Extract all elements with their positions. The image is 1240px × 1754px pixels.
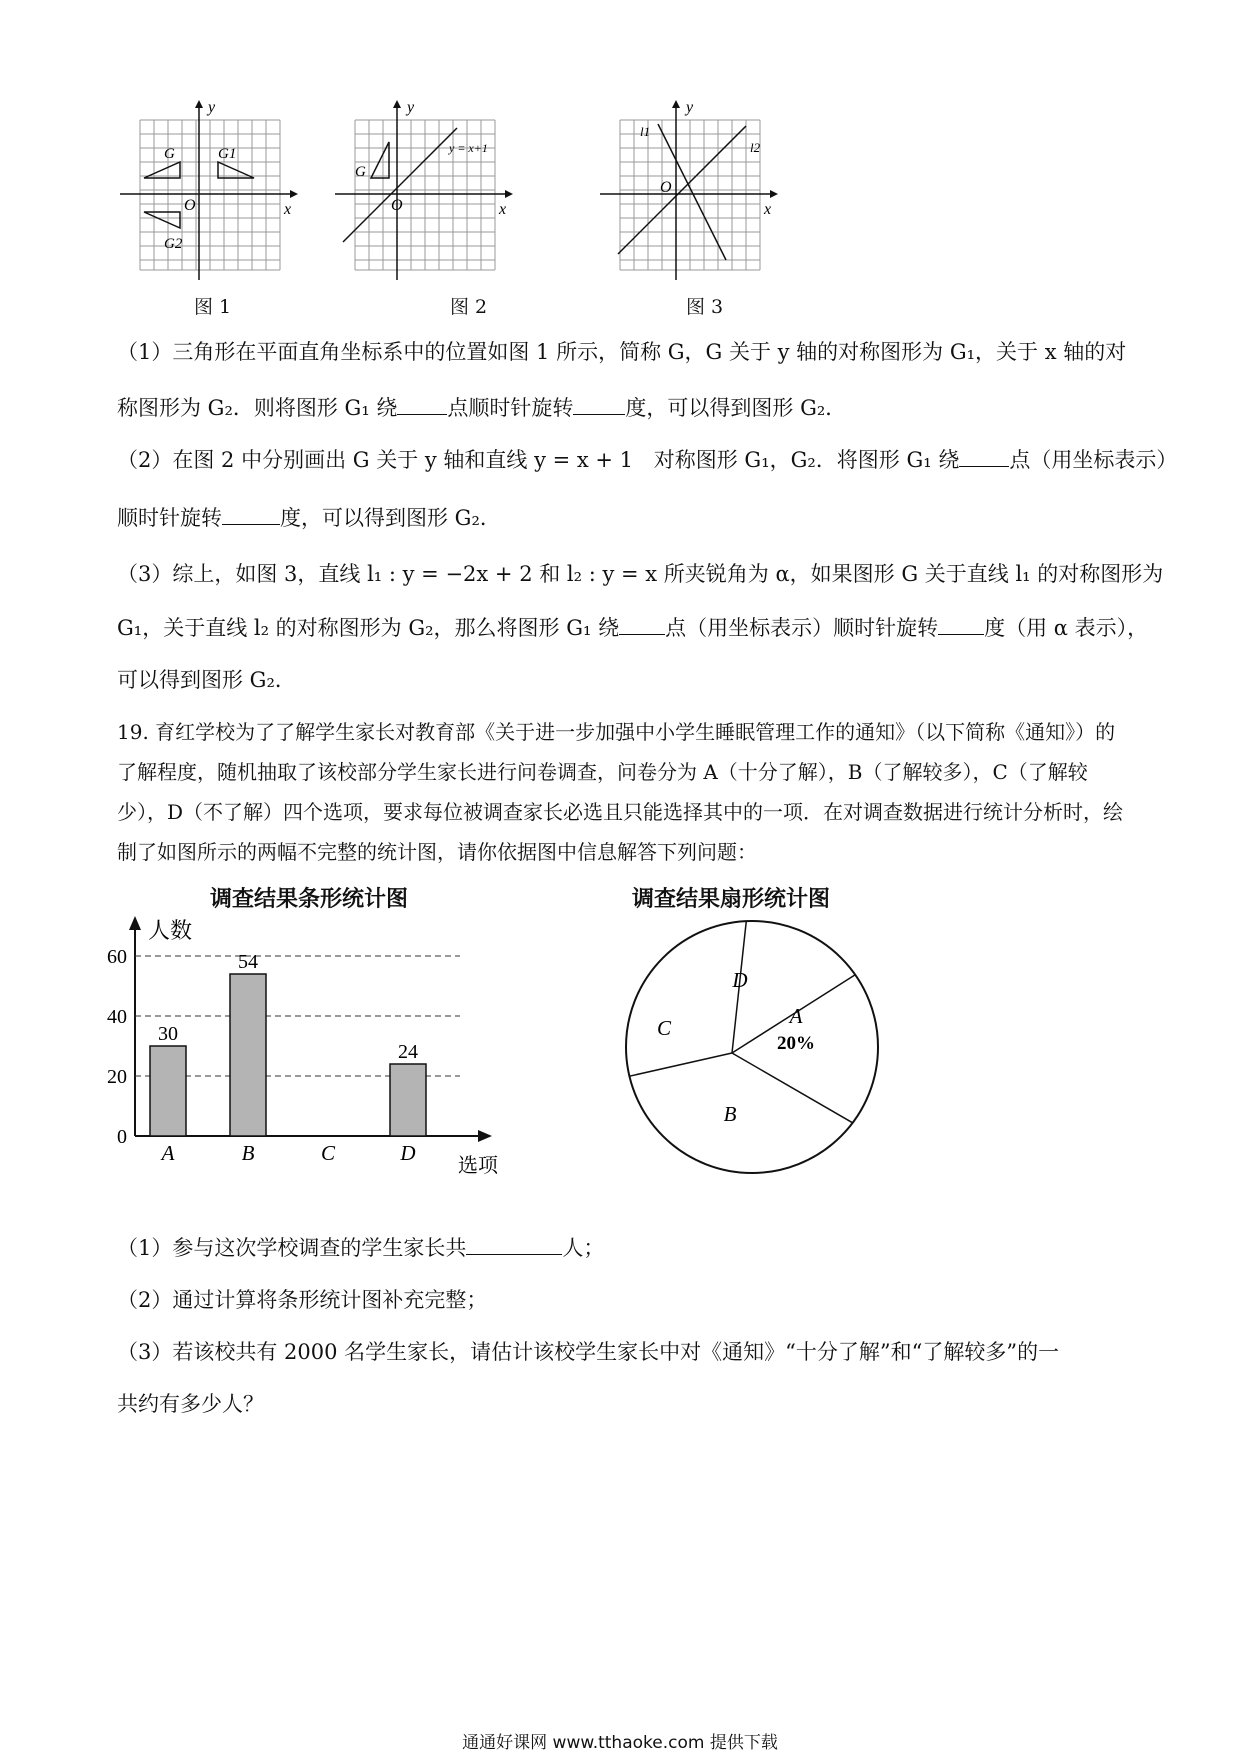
fig3-y-arrow	[672, 100, 680, 108]
bar-chart-title: 调查结果条形统计图	[210, 887, 409, 912]
pie-chart-title: 调查结果扇形统计图	[632, 887, 831, 912]
p18-part1-text-a: 称图形为 G₂．则将图形 G₁ 绕	[117, 396, 398, 420]
p19-q1-text-b: 人；	[562, 1236, 605, 1260]
bar-y-tick-label: 0	[117, 1126, 127, 1148]
bar-value-label: 30	[158, 1023, 178, 1045]
p19-q1	[117, 1232, 604, 1262]
pie-chart	[620, 915, 884, 1179]
fig2-x-label: x	[499, 201, 507, 218]
fig1-origin: O	[184, 197, 196, 214]
p18-part2-line2	[117, 502, 501, 532]
fig2-caption: 图 2	[450, 296, 488, 318]
fig1-label-g: G	[164, 146, 175, 162]
bar-value-label: 54	[238, 951, 258, 973]
p18-part3-text-c: 度（用 α 表示），	[984, 616, 1149, 640]
answer-blank[interactable]	[959, 448, 1009, 467]
fig3-grid	[620, 120, 760, 270]
figure-1	[120, 100, 330, 300]
fig3-x-label: x	[764, 201, 772, 218]
p19-q3-line1: （3）若该校共有 2000 名学生家长，请估计该校学生家长中对《通知》“十分了解”和“了解较多”的一	[117, 1340, 1060, 1364]
p19-intro: 19. 育红学校为了了解学生家长对教育部《关于进一步加强中小学生睡眠管理工作的通知》（以下简称《通知》）的了解程度，随机抽取了该校部分学生家长进行问卷调查，问卷分为 A（十分了解），B（了解较多），C（了解较少），D（不了解）四个选项，要求每位被调查家长必选且只能选择其中的一项．在对调查数据进行统计分析时，绘制了如图所示的两幅不完整的统计图，请你依据图中信息解答下列问题：	[117, 720, 1124, 864]
bar-category-label: A	[161, 1141, 175, 1165]
answer-blank[interactable]	[397, 396, 447, 415]
bar-y-arrow	[129, 916, 141, 930]
fig2-label-g: G	[355, 164, 366, 180]
fig1-caption: 图 1	[194, 296, 232, 318]
pie-slice-label-B: B	[723, 1102, 737, 1126]
fig3-caption: 图 3	[686, 296, 724, 318]
pie-outline	[626, 921, 878, 1173]
bar-category-label: C	[320, 1141, 336, 1165]
bar-category-label: B	[241, 1141, 255, 1165]
bar-D	[390, 1064, 426, 1136]
fig3-label-l2: l2	[750, 140, 761, 155]
bar-y-tick-label: 60	[107, 946, 127, 968]
p18-part2-text-d: 顺时针旋转	[117, 506, 222, 530]
p18-part2-text-c: 点（用坐标表示）	[1009, 448, 1178, 472]
p19-q2: （2）通过计算将条形统计图补充完整；	[117, 1288, 488, 1312]
p18-part3-line3: 可以得到图形 G₂．	[117, 668, 296, 692]
bar-A	[150, 1046, 186, 1136]
bar-B	[230, 974, 266, 1136]
bar-y-tick-label: 40	[107, 1006, 127, 1028]
answer-blank[interactable]	[222, 506, 280, 525]
bar-value-label: 24	[398, 1041, 418, 1063]
fig2-origin: O	[391, 197, 403, 214]
bar-chart	[100, 912, 560, 1182]
fig2-line-y-eq-x-plus-1	[343, 128, 457, 242]
fig2-y-arrow	[393, 100, 401, 108]
p18-part1-line2	[117, 392, 846, 422]
p18-part3-text-b: 点（用坐标表示）顺时针旋转	[665, 616, 939, 640]
p18-part3-line1: （3）综上，如图 3，直线 l₁ : y = −2x + 2 和 l₂ : y = x 所夹锐角为 α，如果图形 G 关于直线 l₁ 的对称图形为	[117, 562, 1164, 586]
fig1-x-label: x	[284, 201, 292, 218]
fig1-label-g2: G2	[164, 236, 183, 252]
figure-2	[335, 100, 545, 300]
answer-blank[interactable]	[466, 1236, 562, 1255]
fig1-x-arrow	[290, 190, 298, 198]
pie-slice-percent-label: 20%	[777, 1033, 815, 1054]
fig1-y-label: y	[208, 100, 216, 116]
fig1-triangle-g2	[144, 212, 180, 228]
p19-q3-line2: 共约有多少人？	[117, 1392, 264, 1416]
figure-3	[600, 100, 810, 300]
bar-y-tick-label: 20	[107, 1066, 127, 1088]
p18-part1-text-b: 点顺时针旋转	[447, 396, 574, 420]
bar-category-label: D	[400, 1141, 416, 1165]
fig2-x-arrow	[505, 190, 513, 198]
fig3-y-label: y	[686, 100, 694, 116]
fig2-triangle-g	[371, 142, 389, 178]
p18-part2-text-a: （2）在图 2 中分别画出 G 关于 y 轴和直线 y = x + 1	[117, 448, 634, 472]
fig3-x-arrow	[770, 190, 778, 198]
bar-x-arrow	[478, 1130, 492, 1142]
p18-part2-text-b: 对称图形 G₁，G₂．将图形 G₁ 绕	[653, 448, 960, 472]
fig1-label-g1: G1	[218, 146, 237, 162]
bar-y-label: 人数	[148, 918, 193, 943]
answer-blank[interactable]	[938, 616, 984, 635]
p18-part3-line2	[117, 612, 1148, 642]
p18-part2-text-e: 度，可以得到图形 G₂．	[280, 506, 501, 530]
fig3-label-l1: l1	[640, 124, 651, 139]
fig1-grid	[140, 120, 280, 270]
answer-blank[interactable]	[573, 396, 625, 415]
pie-slice-label-C: C	[656, 1016, 672, 1040]
p18-part3-text-a: G₁，关于直线 l₂ 的对称图形为 G₂，那么将图形 G₁ 绕	[117, 616, 620, 640]
fig3-origin: O	[660, 179, 672, 196]
bar-x-label: 选项	[458, 1155, 498, 1177]
p18-part1-text-c: 度，可以得到图形 G₂．	[625, 396, 847, 420]
pie-slice-label-A: A	[789, 1004, 803, 1028]
p18-part1-line1: （1）三角形在平面直角坐标系中的位置如图 1 所示，简称 G，G 关于 y 轴的对称图形为 G₁，关于 x 轴的对	[117, 340, 1127, 364]
page-footer: 通通好课网 www.tthaoke.com 提供下载	[462, 1733, 778, 1753]
p19-q1-text-a: （1）参与这次学校调查的学生家长共	[117, 1236, 467, 1260]
fig2-line-label: y = x+1	[449, 141, 488, 155]
answer-blank[interactable]	[619, 616, 665, 635]
fig1-y-arrow	[195, 100, 203, 108]
fig2-y-label: y	[407, 100, 415, 116]
p18-part2-line1	[117, 444, 1177, 474]
pie-slice-label-D: D	[732, 968, 748, 992]
